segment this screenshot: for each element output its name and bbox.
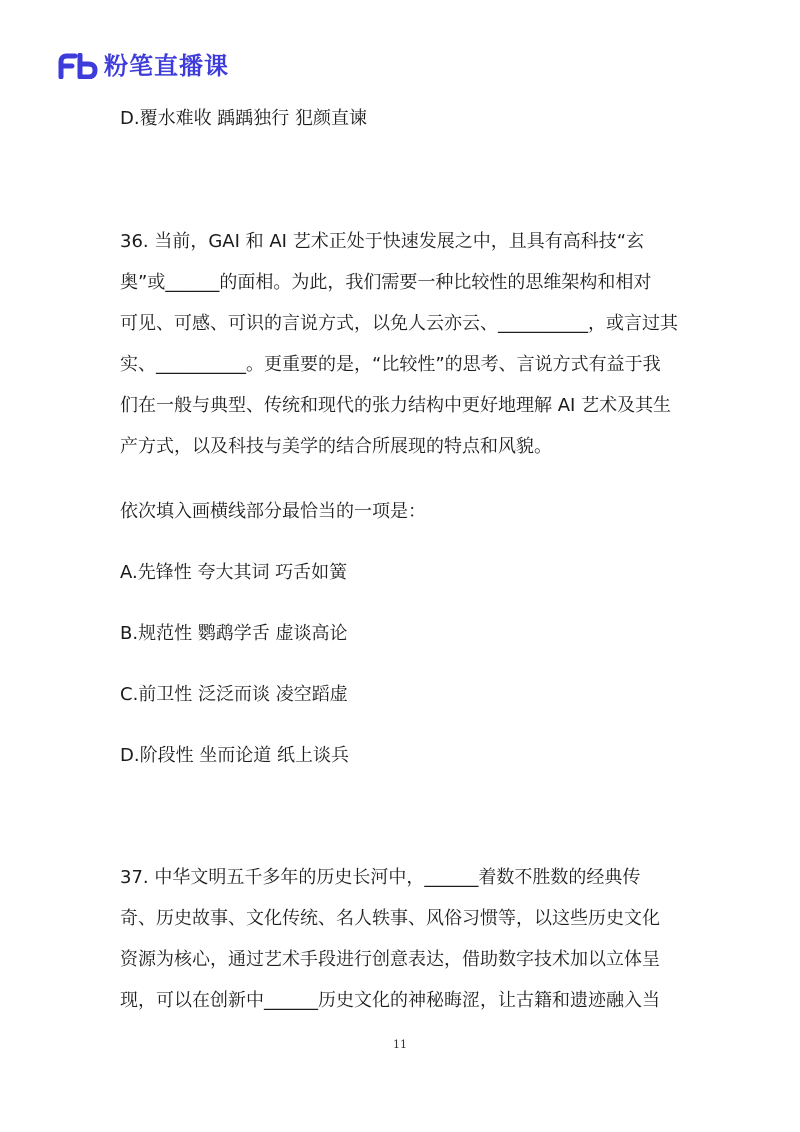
q36-line-1: 36. 当前，GAI 和 AI 艺术正处于快速发展之中，且具有高科技“玄 [120, 231, 645, 252]
q36-option-d: D.阶段性 坐而论道 纸上谈兵 [120, 745, 350, 766]
q37-line-1: 37. 中华文明五千多年的历史长河中，______着数不胜数的经典传 [120, 867, 641, 888]
q36-line-3: 可见、可感、可识的言说方式，以免人云亦云、__________，或言过其 [120, 313, 678, 334]
q36-option-a: A.先锋性 夸大其词 巧舌如簧 [120, 562, 348, 583]
fenbi-logo [58, 50, 229, 82]
q36-option-c: C.前卫性 泛泛而谈 凌空蹈虚 [120, 684, 348, 705]
q36-line-2: 奥”或______的面相。为此，我们需要一种比较性的思维架构和相对 [120, 272, 652, 293]
page-number: 11 [393, 1038, 407, 1051]
q36-option-b: B.规范性 鹦鹉学舌 虚谈高论 [120, 623, 348, 644]
q36-line-6: 产方式，以及科技与美学的结合所展现的特点和风貌。 [120, 436, 552, 457]
q36-line-5: 们在一般与典型、传统和现代的张力结构中更好地理解 AI 艺术及其生 [120, 395, 672, 416]
brand-name: 粉笔直播课 [104, 52, 229, 80]
q36-instruction: 依次填入画横线部分最恰当的一项是： [120, 501, 426, 522]
fb-logo-icon [58, 53, 98, 79]
q37-line-2: 奇、历史故事、文化传统、名人轶事、风俗习惯等，以这些历史文化 [120, 908, 660, 929]
option-d-prev: D.覆水难收 踽踽独行 犯颜直谏 [120, 108, 368, 129]
q37-line-4: 现，可以在创新中______历史文化的神秘晦涩，让古籍和遗迹融入当 [120, 990, 660, 1011]
q37-line-3: 资源为核心，通过艺术手段进行创意表达，借助数字技术加以立体呈 [120, 949, 660, 970]
q36-line-4: 实、__________。更重要的是，“比较性”的思考、言说方式有益于我 [120, 354, 661, 375]
